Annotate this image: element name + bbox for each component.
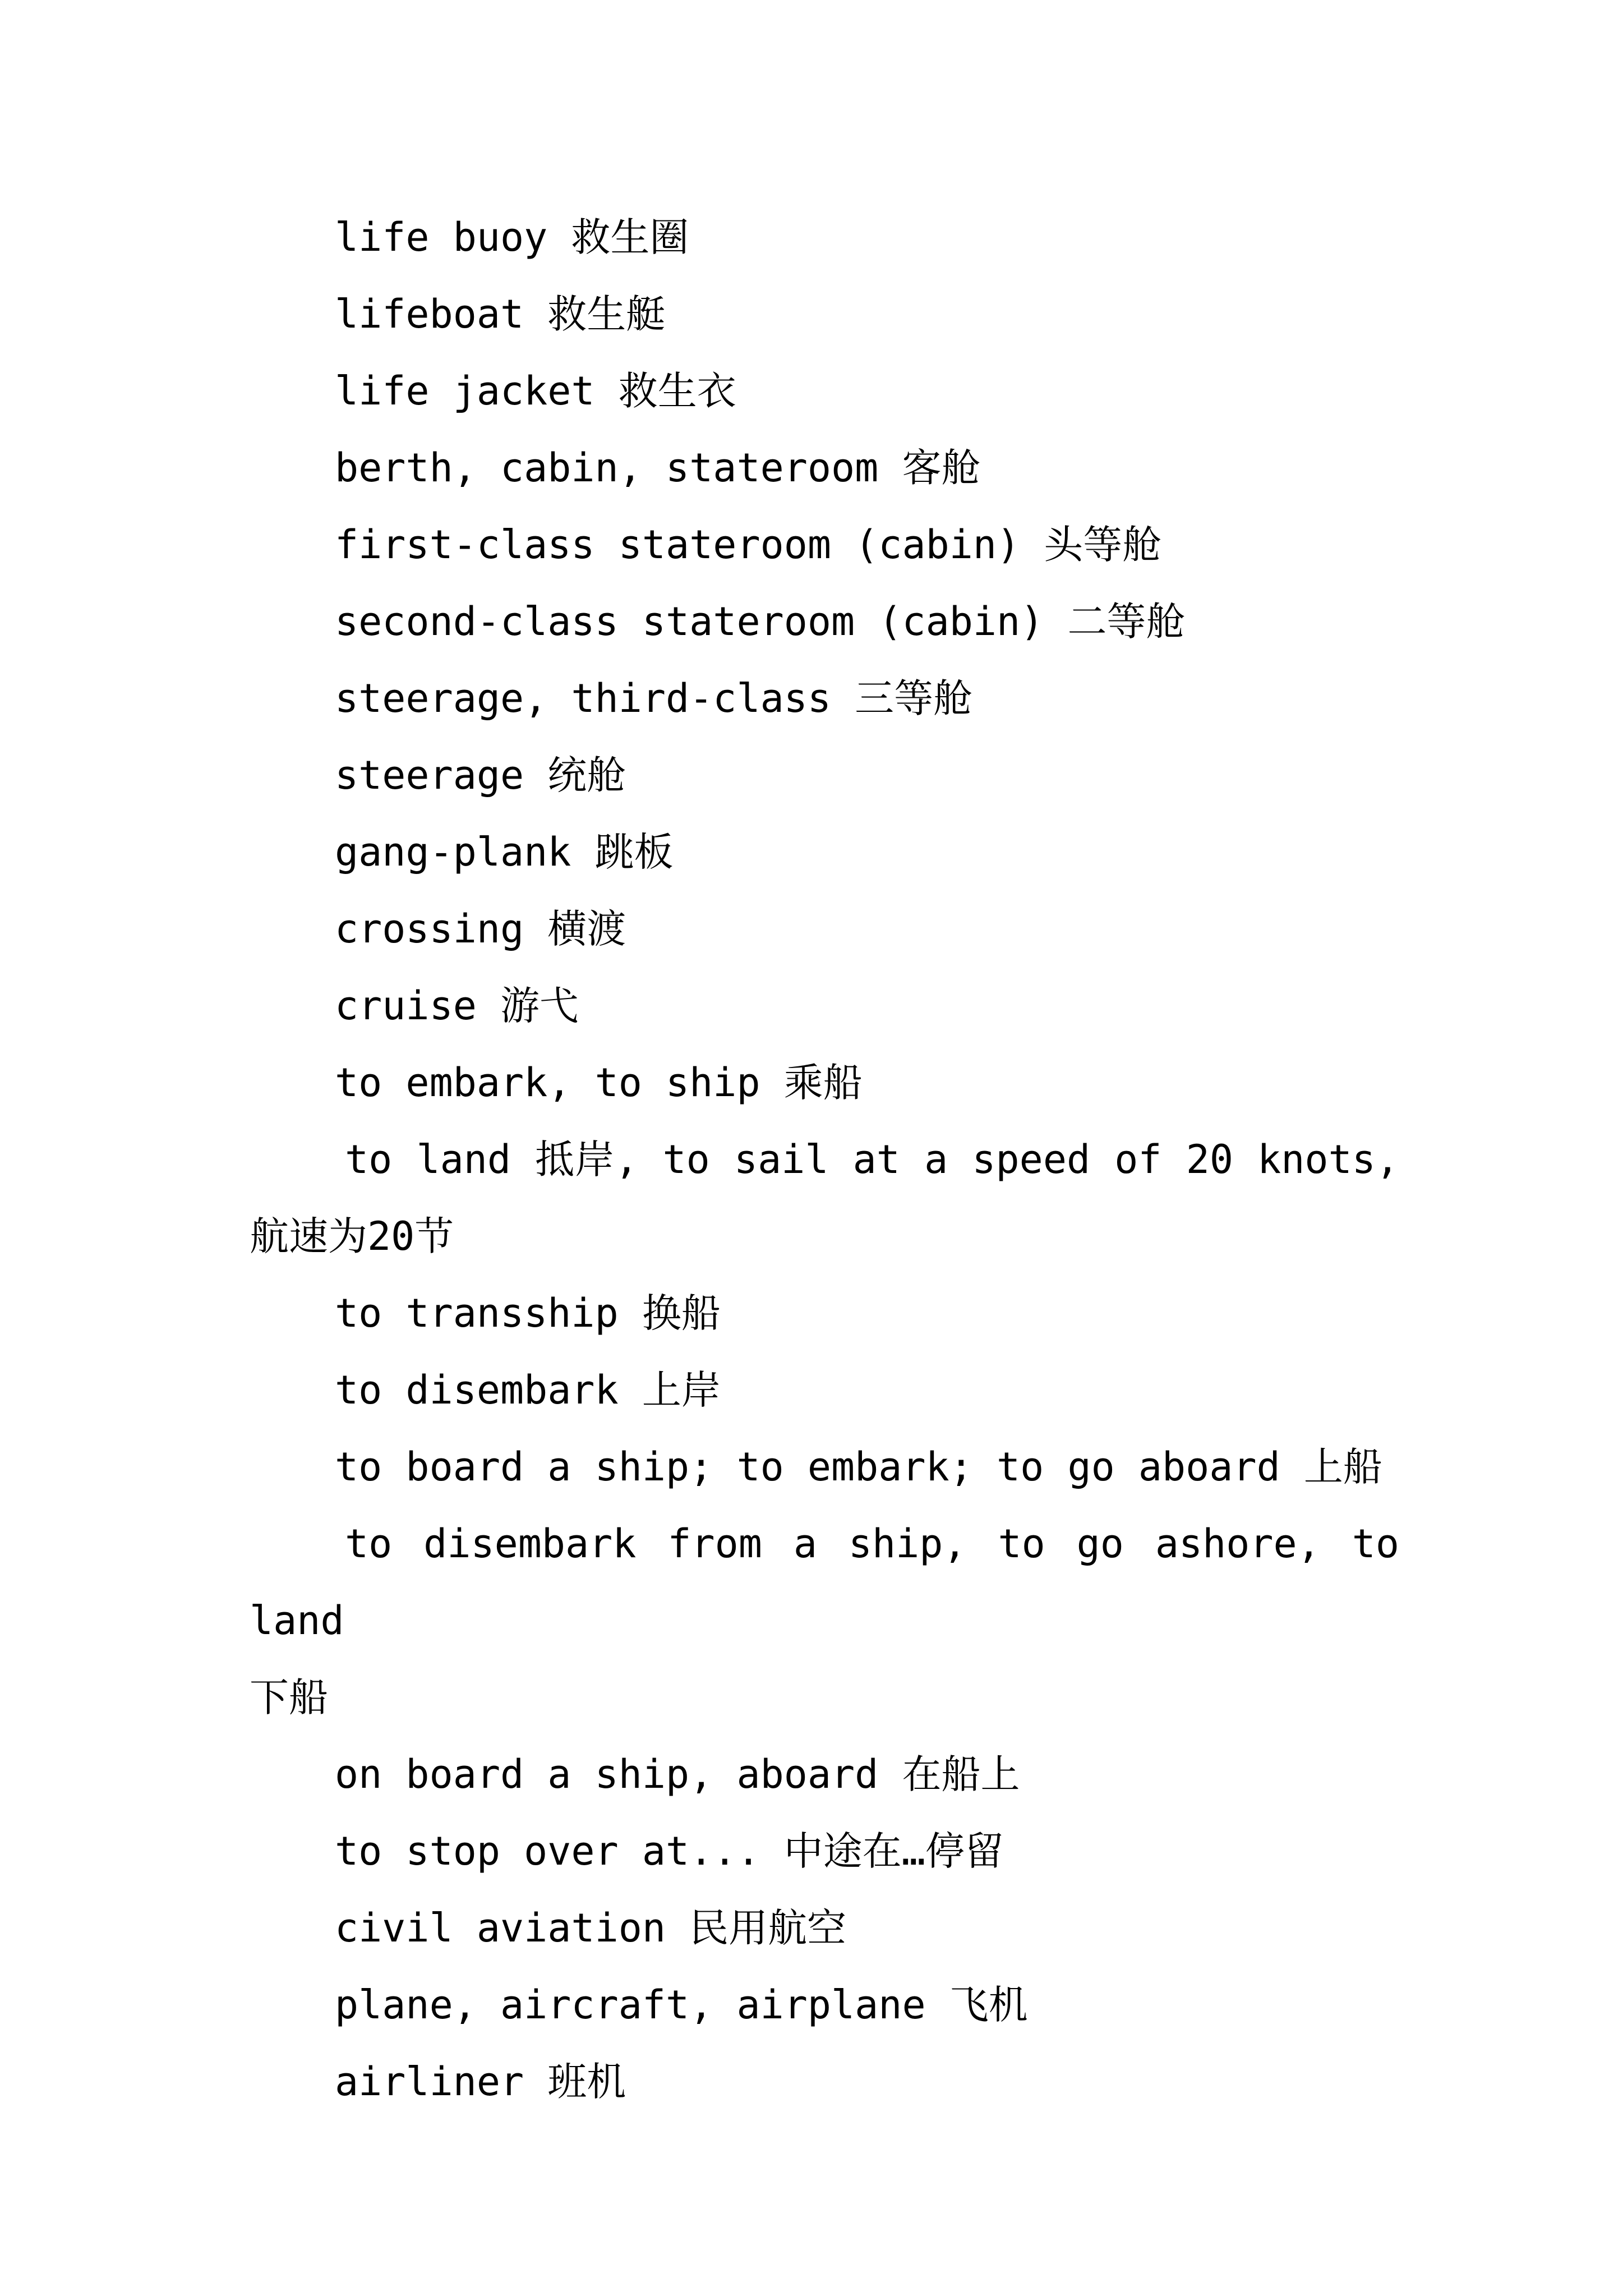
vocab-line: second-class stateroom (cabin) 二等舱: [335, 599, 1186, 645]
vocab-line: berth, cabin, stateroom 客舱: [335, 445, 981, 491]
vocab-line: on board a ship, aboard 在船上: [335, 1751, 1020, 1797]
vocab-line: to stop over at... 中途在…停留: [335, 1828, 1004, 1874]
vocab-line-continuation: 下船: [250, 1674, 328, 1720]
vocab-line-continuation: 航速为20节: [250, 1213, 454, 1259]
vocab-line: airliner 班机: [335, 2059, 626, 2105]
vocab-line: civil aviation 民用航空: [335, 1905, 847, 1951]
vocab-line-wrapped: to disembark from a ship, to go ashore, to land: [250, 1521, 1399, 1644]
vocab-line: to board a ship; to embark; to go aboard 上船: [335, 1444, 1382, 1490]
vocab-line: life buoy 救生圈: [335, 214, 689, 260]
vocab-line: to transship 换船: [335, 1290, 721, 1336]
vocab-line: plane, aircraft, airplane 飞机: [335, 1982, 1028, 2028]
vocab-line: cruise 游弋: [335, 983, 579, 1029]
vocab-line: crossing 横渡: [335, 906, 626, 952]
vocab-line: steerage 统舱: [335, 752, 626, 798]
vocabulary-list: [250, 199, 1399, 2120]
vocab-line: to embark, to ship 乘船: [335, 1060, 863, 1106]
vocab-line-wrapped: to land 抵岸, to sail at a speed of 20 knots,: [345, 1137, 1399, 1182]
vocab-line: to disembark 上岸: [335, 1367, 721, 1413]
vocab-line: gang-plank 跳板: [335, 829, 674, 875]
vocab-line: steerage, third-class 三等舱: [335, 675, 973, 721]
vocab-line: life jacket 救生衣: [335, 368, 736, 414]
vocab-line: lifeboat 救生艇: [335, 291, 666, 337]
vocab-line: first-class stateroom (cabin) 头等舱: [335, 522, 1162, 568]
